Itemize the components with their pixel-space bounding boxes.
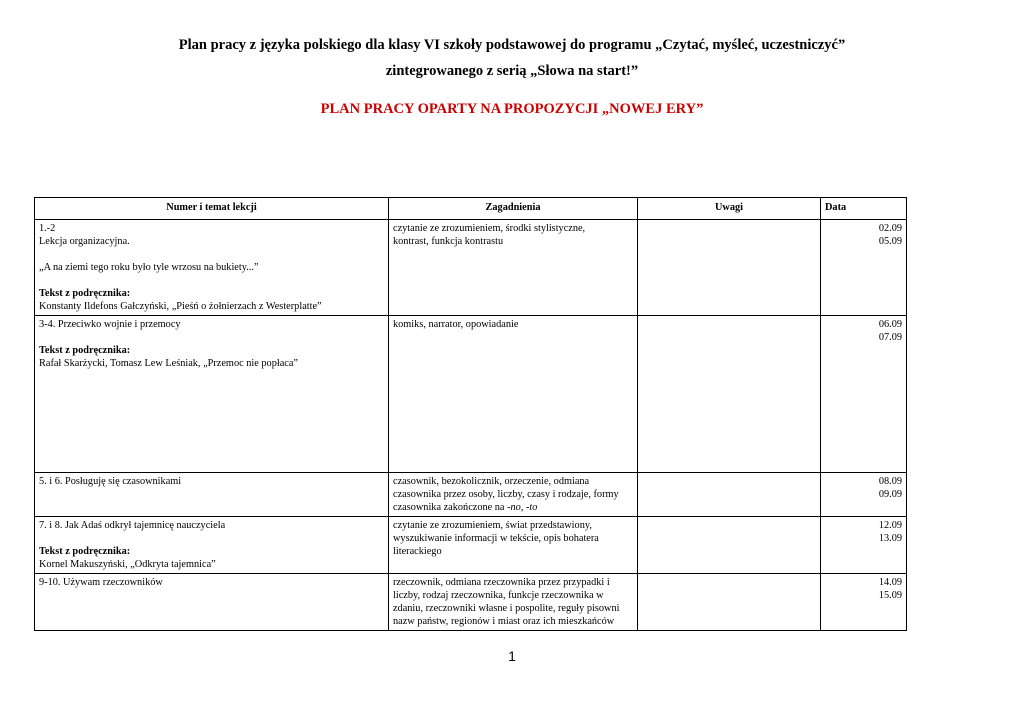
issues-text: czytanie ze zrozumieniem, środki stylistyczne,	[393, 223, 586, 234]
header-topic: Numer i temat lekcji	[35, 198, 389, 220]
issues-cell	[389, 574, 638, 631]
issues-cell	[389, 473, 638, 517]
issues-text: wyszukiwanie informacji w tekście, opis bohatera	[393, 533, 599, 544]
issues-text: rzeczownik, odmiana rzeczownika przez przypadki i	[393, 577, 610, 588]
table-header-row	[35, 198, 907, 220]
date-value: 07.09	[878, 332, 902, 343]
date-value: 12.09	[878, 520, 902, 531]
topic-cell	[35, 517, 389, 574]
header-date: Data	[821, 198, 907, 220]
topic-text: 1.-2	[39, 223, 56, 234]
notes-cell	[638, 473, 821, 517]
date-value: 09.09	[878, 489, 902, 500]
date-value: 13.09	[878, 533, 902, 544]
issues-cell	[389, 316, 638, 473]
issues-text: liczby, rodzaj rzeczownika, funkcje rzeczownika w	[393, 590, 604, 601]
suffix-no: -no	[507, 502, 521, 513]
issues-text: czytanie ze zrozumieniem, świat przedstawiony,	[393, 520, 592, 531]
date-cell	[821, 574, 907, 631]
topic-text: „A na ziemi tego roku było tyle wrzosu na bukiety...”	[39, 262, 259, 273]
date-cell	[821, 316, 907, 473]
date-value: 05.09	[878, 236, 902, 247]
header-notes: Uwagi	[638, 198, 821, 220]
issues-text: komiks, narrator, opowiadanie	[393, 319, 519, 330]
notes-cell	[638, 574, 821, 631]
date-value: 02.09	[878, 223, 902, 234]
date-value: 08.09	[878, 476, 902, 487]
topic-text: 5. i 6. Posługuję się czasownikami	[39, 476, 182, 487]
date-cell	[821, 473, 907, 517]
topic-cell	[35, 473, 389, 517]
topic-text: Lekcja organizacyjna.	[39, 236, 130, 247]
notes-cell	[638, 316, 821, 473]
date-cell	[821, 220, 907, 316]
textbook-label: Tekst z podręcznika:	[39, 345, 131, 356]
date-value: 14.09	[878, 577, 902, 588]
table-row	[35, 220, 907, 316]
notes-cell	[638, 220, 821, 316]
issues-text: czasownika przez osoby, liczby, czasy i rodzaje, formy	[393, 489, 619, 500]
issues-text	[393, 501, 633, 514]
lesson-plan-table	[34, 197, 907, 631]
table-row	[35, 316, 907, 473]
header-issues: Zagadnienia	[389, 198, 638, 220]
suffix-to: -to	[525, 502, 538, 513]
page-number: 1	[508, 648, 516, 664]
document-title-line-1: Plan pracy z języka polskiego dla klasy VI szkoły podstawowej do programu „Czytać, myśleć, uczestniczyć”	[178, 37, 846, 53]
issues-text-part: ,	[520, 502, 526, 513]
textbook-label: Tekst z podręcznika:	[39, 288, 131, 299]
notes-cell	[638, 517, 821, 574]
topic-cell	[35, 574, 389, 631]
date-value: 15.09	[878, 590, 902, 601]
date-cell	[821, 517, 907, 574]
issues-text: zdaniu, rzeczowniki własne i pospolite, reguły pisowni	[393, 603, 620, 614]
issues-cell	[389, 220, 638, 316]
date-value: 06.09	[878, 319, 902, 330]
document-title-line-2: zintegrowanego z serią „Słowa na start!”	[385, 63, 639, 79]
table-row	[35, 574, 907, 631]
topic-text: 9-10. Używam rzeczowników	[39, 577, 163, 588]
table-row	[35, 517, 907, 574]
table-row	[35, 473, 907, 517]
issues-text: kontrast, funkcja kontrastu	[393, 236, 504, 247]
issues-text-part: czasownika zakończone na	[393, 502, 508, 513]
textbook-text: Konstanty Ildefons Gałczyński, „Pieśń o żołnierzach z Westerplatte”	[39, 301, 322, 312]
issues-text: nazw państw, regionów i miast oraz ich mieszkańców	[393, 616, 615, 627]
textbook-text: Rafał Skarżycki, Tomasz Lew Leśniak, „Przemoc nie popłaca”	[39, 358, 298, 369]
issues-text: literackiego	[393, 546, 442, 557]
textbook-label: Tekst z podręcznika:	[39, 546, 131, 557]
issues-text: czasownik, bezokolicznik, orzeczenie, odmiana	[393, 476, 590, 487]
topic-cell	[35, 220, 389, 316]
topic-text: 7. i 8. Jak Adaś odkrył tajemnicę nauczyciela	[39, 520, 226, 531]
textbook-text: Kornel Makuszyński, „Odkryta tajemnica”	[39, 559, 216, 570]
document-subtitle: PLAN PRACY OPARTY NA PROPOZYCJI „NOWEJ ERY”	[320, 101, 704, 117]
issues-cell	[389, 517, 638, 574]
topic-cell	[35, 316, 389, 473]
topic-text: 3-4. Przeciwko wojnie i przemocy	[39, 319, 181, 330]
